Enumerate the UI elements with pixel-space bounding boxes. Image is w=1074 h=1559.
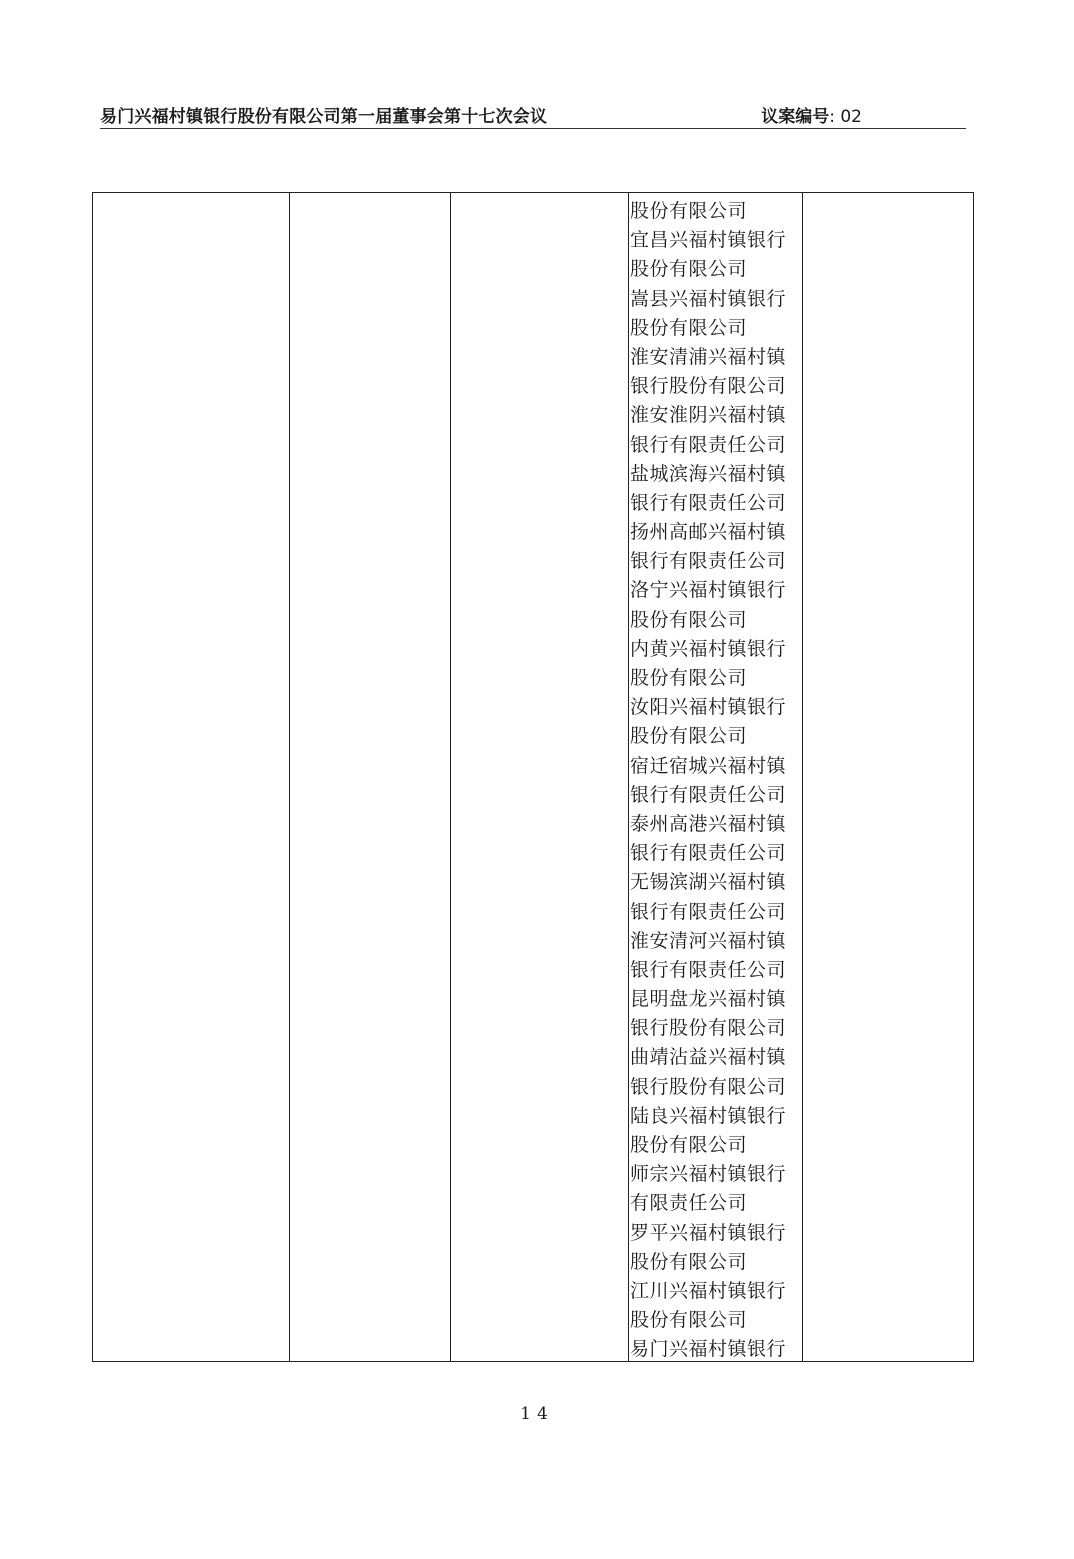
institution-name-line: 股份有限公司	[630, 258, 748, 281]
institution-name-line: 嵩县兴福村镇银行	[630, 287, 787, 310]
related-party-table	[92, 192, 974, 1362]
institution-name-line: 汝阳兴福村镇银行	[630, 696, 787, 719]
institution-name-line: 股份有限公司	[630, 608, 748, 631]
institution-name-line: 银行有限责任公司	[630, 550, 787, 573]
institution-name-line: 银行有限责任公司	[630, 783, 787, 806]
institution-name-line: 洛宁兴福村镇银行	[630, 579, 787, 602]
institution-name-line: 股份有限公司	[630, 667, 748, 689]
institution-name-line: 银行有限责任公司	[630, 900, 787, 923]
proposal-number-value: 02	[840, 107, 862, 127]
institution-name-line: 内黄兴福村镇银行	[630, 637, 787, 660]
institution-name-line: 股份有限公司	[630, 1134, 748, 1156]
institution-name-line: 银行有限责任公司	[630, 433, 787, 456]
institution-name-line: 泰州高港兴福村镇	[630, 812, 787, 835]
column-divider-2	[450, 193, 451, 1361]
institution-name-line: 银行股份有限公司	[630, 1075, 787, 1098]
institution-name-line: 有限责任公司	[630, 1192, 748, 1215]
proposal-number-separator: :	[829, 107, 841, 127]
institution-name-line: 淮安淮阴兴福村镇	[630, 404, 787, 427]
institution-name-line: 淮安清河兴福村镇	[630, 929, 787, 952]
column-divider-3	[628, 193, 629, 1361]
institution-name-line: 扬州高邮兴福村镇	[630, 521, 787, 544]
page-header	[100, 98, 966, 129]
proposal-number-label: 议案编号	[761, 107, 830, 127]
proposal-number	[761, 102, 862, 127]
institution-name-line: 易门兴福村镇银行	[630, 1338, 787, 1361]
institution-name-line: 曲靖沾益兴福村镇	[630, 1046, 787, 1069]
institution-name-line: 师宗兴福村镇银行	[630, 1163, 787, 1186]
institution-name-line: 股份有限公司	[630, 1250, 748, 1273]
institution-name-line: 银行股份有限公司	[630, 1017, 787, 1040]
institution-name-line: 罗平兴福村镇银行	[630, 1221, 787, 1244]
institution-name-line: 银行有限责任公司	[630, 958, 787, 981]
institution-name-line: 盐城滨海兴福村镇	[630, 462, 787, 485]
institution-name-line: 陆良兴福村镇银行	[630, 1104, 787, 1127]
institution-name-line: 银行有限责任公司	[630, 491, 787, 514]
institution-name-line: 宿迁宿城兴福村镇	[630, 754, 787, 777]
institution-name-line: 宜昌兴福村镇银行	[630, 229, 787, 252]
column-divider-4	[802, 193, 803, 1361]
page-number: 14	[520, 1404, 554, 1424]
institution-name-line: 银行股份有限公司	[630, 375, 787, 398]
institution-names-cell	[630, 197, 800, 1365]
meeting-title: 易门兴福村镇银行股份有限公司第一届董事会第十七次会议	[100, 107, 548, 127]
institution-name-line: 银行有限责任公司	[630, 842, 787, 865]
institution-name-line: 股份有限公司	[630, 316, 748, 339]
institution-name-line: 股份有限公司	[630, 725, 748, 748]
institution-name-line: 股份有限公司	[630, 1309, 748, 1332]
institution-name-line: 昆明盘龙兴福村镇	[630, 988, 787, 1011]
institution-name-line: 股份有限公司	[630, 200, 748, 222]
institution-name-line: 江川兴福村镇银行	[630, 1279, 787, 1302]
column-divider-1	[289, 193, 290, 1361]
institution-name-line: 无锡滨湖兴福村镇	[630, 871, 787, 894]
institution-name-line: 淮安清浦兴福村镇	[630, 345, 787, 368]
